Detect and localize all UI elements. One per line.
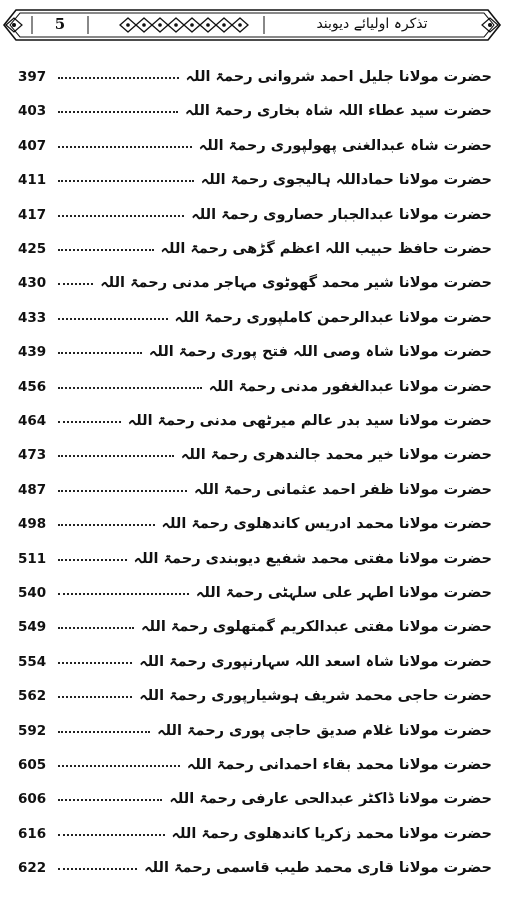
dot-leader xyxy=(58,696,132,698)
toc-entry xyxy=(0,580,508,608)
toc-page-number: 511 xyxy=(18,550,47,567)
toc-entry xyxy=(0,236,508,264)
toc-page-number: 407 xyxy=(18,137,47,154)
toc-entry-title: حضرت مولانا عبدالجبار حصاروی رحمۃ اللہ xyxy=(188,202,492,228)
toc-entry xyxy=(0,64,508,92)
toc-entry xyxy=(0,339,508,367)
toc-page-number: 439 xyxy=(18,344,47,361)
dot-leader xyxy=(58,662,132,664)
toc-page-number: 473 xyxy=(18,447,47,464)
toc-entry-title: حضرت مولانا سید بدر عالم میرٹھی مدنی رحمۃ اللہ xyxy=(125,408,492,434)
toc-entry xyxy=(0,374,508,402)
toc-entry xyxy=(0,649,508,677)
dot-leader xyxy=(58,593,189,595)
toc-entry-title: حضرت مولانا عبدالرحمن کاملپوری رحمۃ اللہ xyxy=(172,305,492,331)
toc-entry xyxy=(0,408,508,436)
dot-leader xyxy=(58,834,165,836)
dot-leader xyxy=(58,318,168,320)
page-header xyxy=(2,8,502,42)
toc-entry xyxy=(0,821,508,849)
toc-entry xyxy=(0,167,508,195)
dot-leader xyxy=(58,283,93,285)
toc-page-number: 417 xyxy=(18,206,47,223)
decorative-ornament-icon xyxy=(118,15,256,35)
dot-leader xyxy=(58,627,134,629)
toc-entry-title: حضرت مولانا قاری محمد طیب قاسمی رحمۃ اللہ xyxy=(141,855,492,881)
toc-page-number: 606 xyxy=(18,791,47,808)
toc-entry-title: حضرت مولانا عبدالغفور مدنی رحمۃ اللہ xyxy=(206,374,492,400)
toc-page-number: 433 xyxy=(18,309,47,326)
toc-entry xyxy=(0,718,508,746)
toc-page-number: 464 xyxy=(18,413,47,429)
running-title: تذکرہ اولیائے دیوبند xyxy=(316,16,428,32)
toc-entry-title: حضرت مولانا مفتی عبدالکریم گمتھلوی رحمۃ اللہ xyxy=(138,614,492,640)
dot-leader xyxy=(58,868,137,870)
toc-entry-title: حضرت سید عطاء اللہ شاہ بخاری رحمۃ اللہ xyxy=(182,98,492,124)
dot-leader xyxy=(58,421,121,423)
toc-page-number: 622 xyxy=(18,860,47,877)
dot-leader xyxy=(58,490,187,492)
dot-leader xyxy=(58,455,174,457)
toc-entry-title: حضرت مولانا محمد ادریس کاندھلوی رحمۃ اللہ xyxy=(159,511,493,537)
toc-entry-title: حضرت مولانا حماداللہ ہالیجوی رحمۃ اللہ xyxy=(198,167,492,193)
dot-leader xyxy=(58,111,178,113)
toc-entry-title: حضرت حاجی محمد شریف ہوشیارپوری رحمۃ اللہ xyxy=(136,683,492,709)
toc-entry-title: حضرت مولانا شیر محمد گھوٹوی مہاجر مدنی رحمۃ اللہ xyxy=(97,270,492,296)
toc-entry xyxy=(0,855,508,883)
toc-page-number: 554 xyxy=(18,653,47,670)
toc-entry-title: حضرت شاہ عبدالغنی پھولپوری رحمۃ اللہ xyxy=(196,133,492,159)
toc-page-number: 616 xyxy=(18,825,47,842)
dot-leader xyxy=(58,249,154,251)
toc-entry xyxy=(0,477,508,505)
toc-entry-title: حضرت مولانا ڈاکٹر عبدالحی عارفی رحمۃ اللہ xyxy=(166,786,492,812)
dot-leader xyxy=(58,765,180,767)
page-number: 5 xyxy=(54,15,66,33)
toc-page-number: 562 xyxy=(18,688,47,705)
toc-page-number: 397 xyxy=(18,69,47,85)
dot-leader xyxy=(58,799,162,801)
toc-page-number: 411 xyxy=(18,172,47,189)
toc-page-number: 540 xyxy=(18,585,47,601)
toc-entry xyxy=(0,752,508,780)
toc-page-number: 549 xyxy=(18,619,47,636)
toc-page-number: 456 xyxy=(18,378,47,395)
toc-entry-title: حضرت مولانا جلیل احمد شروانی رحمۃ اللہ xyxy=(183,64,492,90)
toc-entry xyxy=(0,786,508,814)
toc-entry xyxy=(0,270,508,298)
toc-entry-title: حضرت مولانا مفتی محمد شفیع دیوبندی رحمۃ اللہ xyxy=(131,546,492,572)
dot-leader xyxy=(58,731,150,733)
toc-entry-title: حضرت حافظ حبیب اللہ اعظم گڑھی رحمۃ اللہ xyxy=(158,236,492,262)
toc-entry xyxy=(0,305,508,333)
dot-leader xyxy=(58,180,194,182)
toc-entry-title: حضرت مولانا اطہر علی سلہٹی رحمۃ اللہ xyxy=(193,580,492,606)
toc-entry-title: حضرت مولانا خیر محمد جالندھری رحمۃ اللہ xyxy=(178,442,492,468)
toc-page-number: 430 xyxy=(18,275,47,292)
toc-page-number: 425 xyxy=(18,241,47,257)
toc-entry-title: حضرت مولانا شاہ اسعد اللہ سہارنپوری رحمۃ اللہ xyxy=(136,649,492,675)
toc-entry xyxy=(0,511,508,539)
toc-page-number: 592 xyxy=(18,722,47,739)
dot-leader xyxy=(58,387,202,389)
dot-leader xyxy=(58,77,179,79)
toc-entry xyxy=(0,98,508,126)
toc-entry xyxy=(0,133,508,161)
toc-entry-title: حضرت مولانا غلام صدیق حاجی پوری رحمۃ اللہ xyxy=(154,718,492,744)
dot-leader xyxy=(58,215,184,217)
toc-entry xyxy=(0,546,508,574)
dot-leader xyxy=(58,352,142,354)
dot-leader xyxy=(58,146,192,148)
toc-entry xyxy=(0,614,508,642)
toc-entry xyxy=(0,442,508,470)
toc-page-number: 605 xyxy=(18,757,47,773)
toc-page-number: 487 xyxy=(18,481,47,498)
toc-page-number: 498 xyxy=(18,516,47,533)
dot-leader xyxy=(58,524,155,526)
toc-entry-title: حضرت مولانا محمد زکریا کاندھلوی رحمۃ اللہ xyxy=(169,821,492,847)
toc-entry xyxy=(0,202,508,230)
toc-entry xyxy=(0,683,508,711)
toc-entry-title: حضرت مولانا محمد بقاء احمدانی رحمۃ اللہ xyxy=(184,752,492,778)
toc-entry-title: حضرت مولانا ظفر احمد عثمانی رحمۃ اللہ xyxy=(191,477,492,503)
toc-page-number: 403 xyxy=(18,103,47,120)
dot-leader xyxy=(58,559,127,561)
toc-entry-title: حضرت مولانا شاہ وصی اللہ فتح پوری رحمۃ اللہ xyxy=(146,339,492,365)
